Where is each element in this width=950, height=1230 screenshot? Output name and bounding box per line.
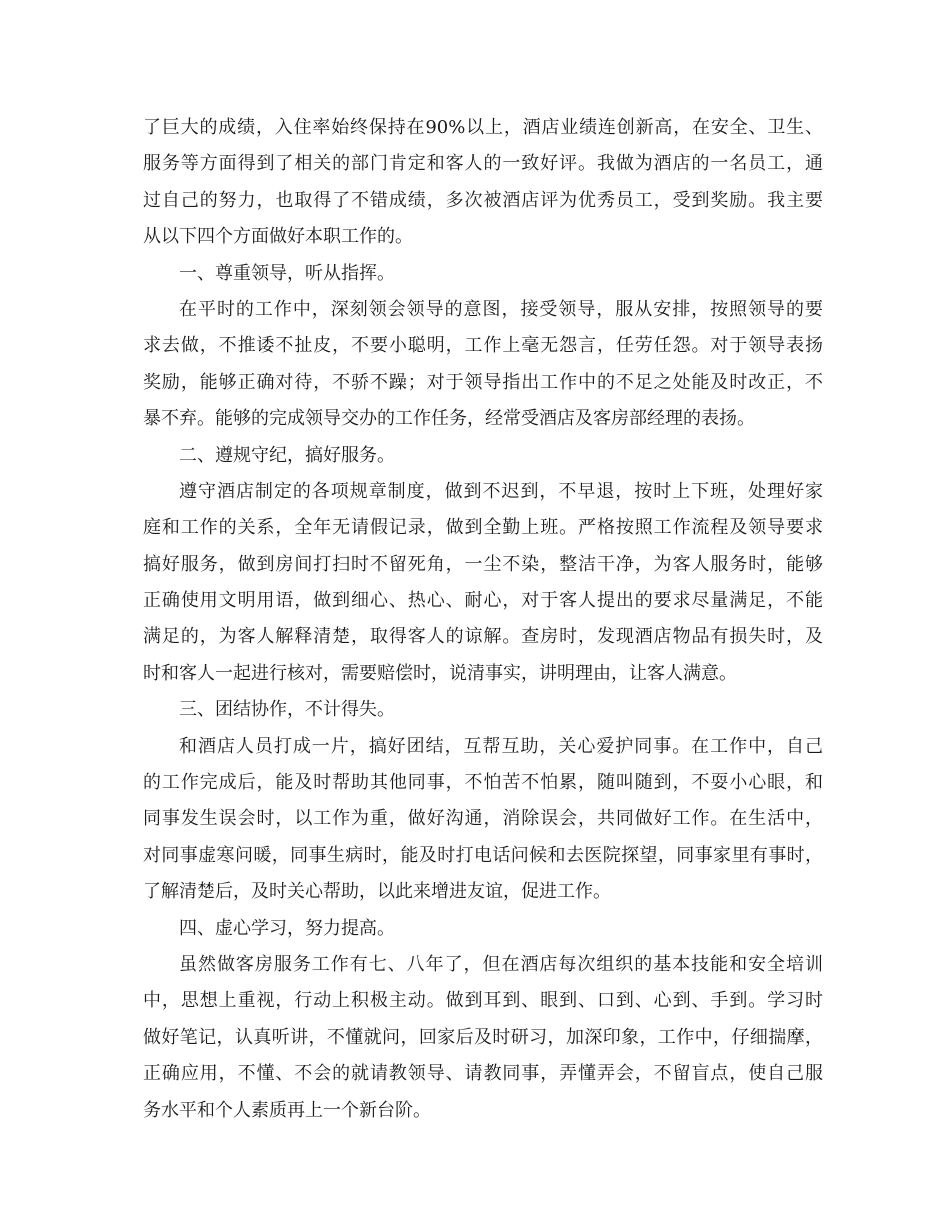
- text-line: 搞好服务，做到房间打扫时不留死角，一尘不染，整洁干净，为客人服务时，能够: [143, 553, 823, 575]
- paragraph-first-line: 虽然做客房服务工作有七、八年了，但在酒店每次组织的基本技能和安全培训: [179, 953, 823, 975]
- text-line: 暴不弃。能够的完成领导交办的工作任务，经常受酒店及客房部经理的表扬。: [143, 408, 755, 430]
- paragraph-first-line: 四、虚心学习，努力提高。: [179, 917, 395, 939]
- text-line: 正确应用，不懂、不会的就请教领导、请教同事，弄懂弄会，不留盲点，使自己服: [143, 1063, 823, 1085]
- paragraph-first-line: 遵守酒店制定的各项规章制度，做到不迟到，不早退，按时上下班，处理好家: [179, 480, 823, 502]
- paragraph-first-line: 和酒店人员打成一片，搞好团结，互帮互助，关心爱护同事。在工作中，自己: [179, 735, 823, 757]
- paragraph-first-line: 二、遵规守纪，搞好服务。: [179, 444, 395, 466]
- text-line: 了巨大的成绩，入住率始终保持在90%以上，酒店业绩连创新高，在安全、卫生、: [143, 117, 823, 138]
- text-line: 做好笔记，认真听讲，不懂就问，回家后及时研习，加深印象，工作中，仔细揣摩，: [143, 1026, 823, 1048]
- text-line: 务水平和个人素质再上一个新台阶。: [143, 1099, 431, 1121]
- text-line: 服务等方面得到了相关的部门肯定和客人的一致好评。我做为酒店的一名员工，通: [143, 153, 823, 175]
- paragraph-first-line: 一、尊重领导，听从指挥。: [179, 262, 395, 284]
- text-line: 时和客人一起进行核对，需要赔偿时，说清事实，讲明理由，让客人满意。: [143, 662, 737, 684]
- text-line: 庭和工作的关系，全年无请假记录，做到全勤上班。严格按照工作流程及领导要求: [143, 517, 823, 539]
- text-line: 同事发生误会时，以工作为重，做好沟通，消除误会，共同做好工作。在生活中，: [143, 808, 823, 830]
- paragraph-first-line: 在平时的工作中，深刻领会领导的意图，接受领导，服从安排，按照领导的要: [179, 298, 823, 320]
- paragraph-first-line: 三、团结协作，不计得失。: [179, 699, 395, 721]
- text-line: 中，思想上重视，行动上积极主动。做到耳到、眼到、口到、心到、手到。学习时: [143, 990, 823, 1012]
- text-line: 正确使用文明用语，做到细心、热心、耐心，对于客人提出的要求尽量满足，不能: [143, 590, 823, 612]
- text-line: 对同事虚寒问暖，同事生病时，能及时打电话问候和去医院探望，同事家里有事时，: [143, 844, 823, 866]
- text-line: 了解清楚后，及时关心帮助，以此来增进友谊，促进工作。: [143, 881, 611, 903]
- document-body: [143, 110, 823, 1129]
- text-line: 过自己的努力，也取得了不错成绩，多次被酒店评为优秀员工，受到奖励。我主要: [143, 189, 823, 211]
- text-line: 求去做，不推诿不扯皮，不要小聪明，工作上毫无怨言，任劳任怨。对于领导表扬: [143, 335, 823, 357]
- text-line: 的工作完成后，能及时帮助其他同事，不怕苦不怕累，随叫随到，不耍小心眼，和: [143, 772, 823, 794]
- text-line: 奖励，能够正确对待，不骄不躁；对于领导指出工作中的不足之处能及时改正，不: [143, 371, 823, 393]
- text-line: 从以下四个方面做好本职工作的。: [143, 226, 413, 248]
- text-line: 满足的，为客人解释清楚，取得客人的谅解。查房时，发现酒店物品有损失时，及: [143, 626, 823, 648]
